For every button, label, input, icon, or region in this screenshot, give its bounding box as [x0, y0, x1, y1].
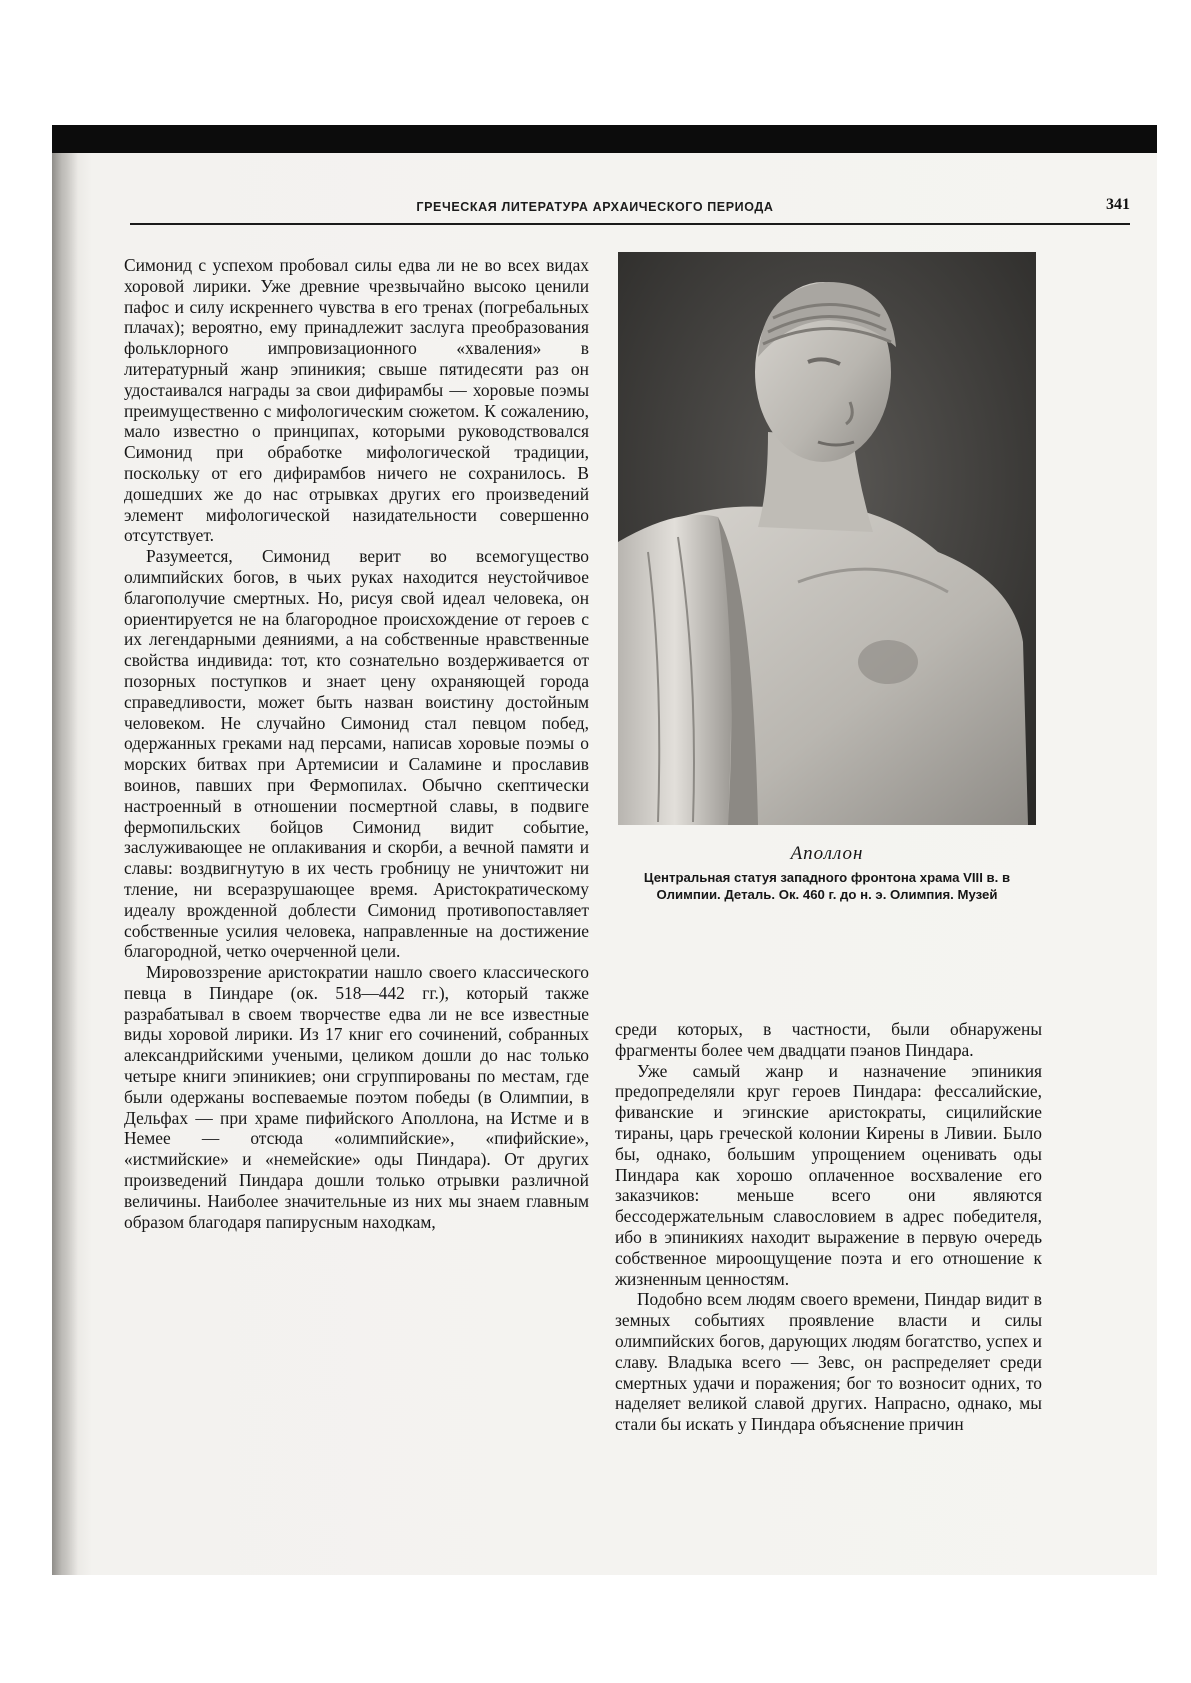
page-number: 341: [1106, 196, 1130, 213]
running-head-title: ГРЕЧЕСКАЯ ЛИТЕРАТУРА АРХАИЧЕСКОГО ПЕРИОДА: [416, 200, 774, 214]
book-gutter-shadow: [52, 153, 78, 1575]
figure-title: Аполлон: [790, 843, 864, 864]
paragraph: Разумеется, Симонид верит во всемогущество олимпийских богов, в чьих руках находится неустойчивое благополучие смертных. Но, рисуя свой идеал человека, он ориентируется не на благородное происхождение от героев с их легендарными деяниями, а на собственные нравственные свойства индивида: тот, кто сознательно воздерживается от позорных поступков и знает цену охраняющей города справедливости, может быть назван воистину достойным человеком. Не случайно Симонид стал певцом побед, одержанных греками над персами, написав хоровые поэмы о морских битвах при Артемисии и Саламине и прославив воинов, павших при Фермопилах. Обычно скептически настроенный в отношении посмертной славы, в подвиге фермопильских бойцов Симонид видит событие, заслуживающее не оплакивания и скорби, а вечной памяти и славы: воздвигнутую в их честь гробницу не уничтожит ни тление, ни всеразрушающее время. Аристократическому идеалу врожденной доблести Симонид противопоставляет собственные усилия человека, направленные на достижение благородной, четко очерченной цели.: [124, 546, 589, 962]
paragraph: Уже самый жанр и назначение эпиникия предопределяли круг героев Пиндара: фессалийские, фиванские и эгинские аристократы, сицилийские тираны, царь греческой колонии Кирены в Ливии. Было бы, однако, большим упрощением оценивать оды Пиндара как хорошо оплаченное восхваление его заказчиков: меньше всего они являются бессодержательным славословием в адрес победителя, ибо в эпиникиях находит выражение в первую очередь собственное мироощущение поэта и его отношение к жизненным ценностям.: [615, 1060, 1042, 1289]
paragraph: Мировоззрение аристократии нашло своего классического певца в Пиндаре (ок. 518—442 гг.), который также разрабатывал в своем творчестве едва ли не все известные виды хоровой лирики. Из 17 книг его сочинений, собранных александрийскими учеными, целиком дошли до нас только четыре книги эпиникиев; они сгруппированы по местам, где были одержаны воспеваемые поэтом победы (в Олимпии, в Дельфах — при храме пифийского Аполлона, на Истме и в Немее — отсюда «олимпийские», «пифийские», «истмийские» и «немейские» оды Пиндара). От других произведений Пиндара дошли только отрывки различной величины. Наиболее значительные из них мы знаем главным образом благодаря папирусным находкам,: [124, 962, 589, 1232]
figure-caption: [612, 843, 1042, 903]
left-text-column: [124, 255, 589, 1232]
running-head: [130, 195, 1130, 225]
statue-image-icon: [618, 252, 1036, 825]
paragraph: среди которых, в частности, были обнаружены фрагменты более чем двадцати пэанов Пиндара.: [615, 1019, 1042, 1060]
figure-caption-text: Центральная статуя западного фронтона храма VIII в. в Олимпии. Деталь. Ок. 460 г. до н. э. Олимпия. Музей: [643, 870, 1011, 902]
scanned-page: [52, 125, 1157, 1575]
paragraph: Подобно всем людям своего времени, Пиндар видит в земных событиях проявление власти и силы олимпийских богов, дарующих людям богатство, успех и славу. Владыка всего — Зевс, он распределяет среди смертных удачи и поражения; бог то возносит одних, то наделяет великой славой других. Напрасно, однако, мы стали бы искать у Пиндара объяснение причин: [615, 1289, 1042, 1435]
apollo-statue-photograph: [618, 252, 1036, 825]
right-text-column: [615, 1019, 1042, 1435]
paragraph: Симонид с успехом пробовал силы едва ли не во всех видах хоровой лирики. Уже древние чрезвычайно высоко ценили пафос и силу искреннего чувства в его тренах (погребальных плачах); вероятно, ему принадлежит заслуга преобразования фольклорного импровизационного «хваления» в литературный жанр эпиникия; свыше пятидесяти раз он удостаивался награды за свои дифирамбы — хоровые поэмы преимущественно с мифологическим сюжетом. К сожалению, мало известно о принципах, которыми руководствовался Симонид при обработке мифологической традиции, поскольку от его дифирамбов ничего не сохранилось. В дошедших же до нас отрывках других его произведений элемент мифологической назидательности совершенно отсутствует.: [124, 255, 589, 546]
scan-top-border: [52, 125, 1157, 153]
